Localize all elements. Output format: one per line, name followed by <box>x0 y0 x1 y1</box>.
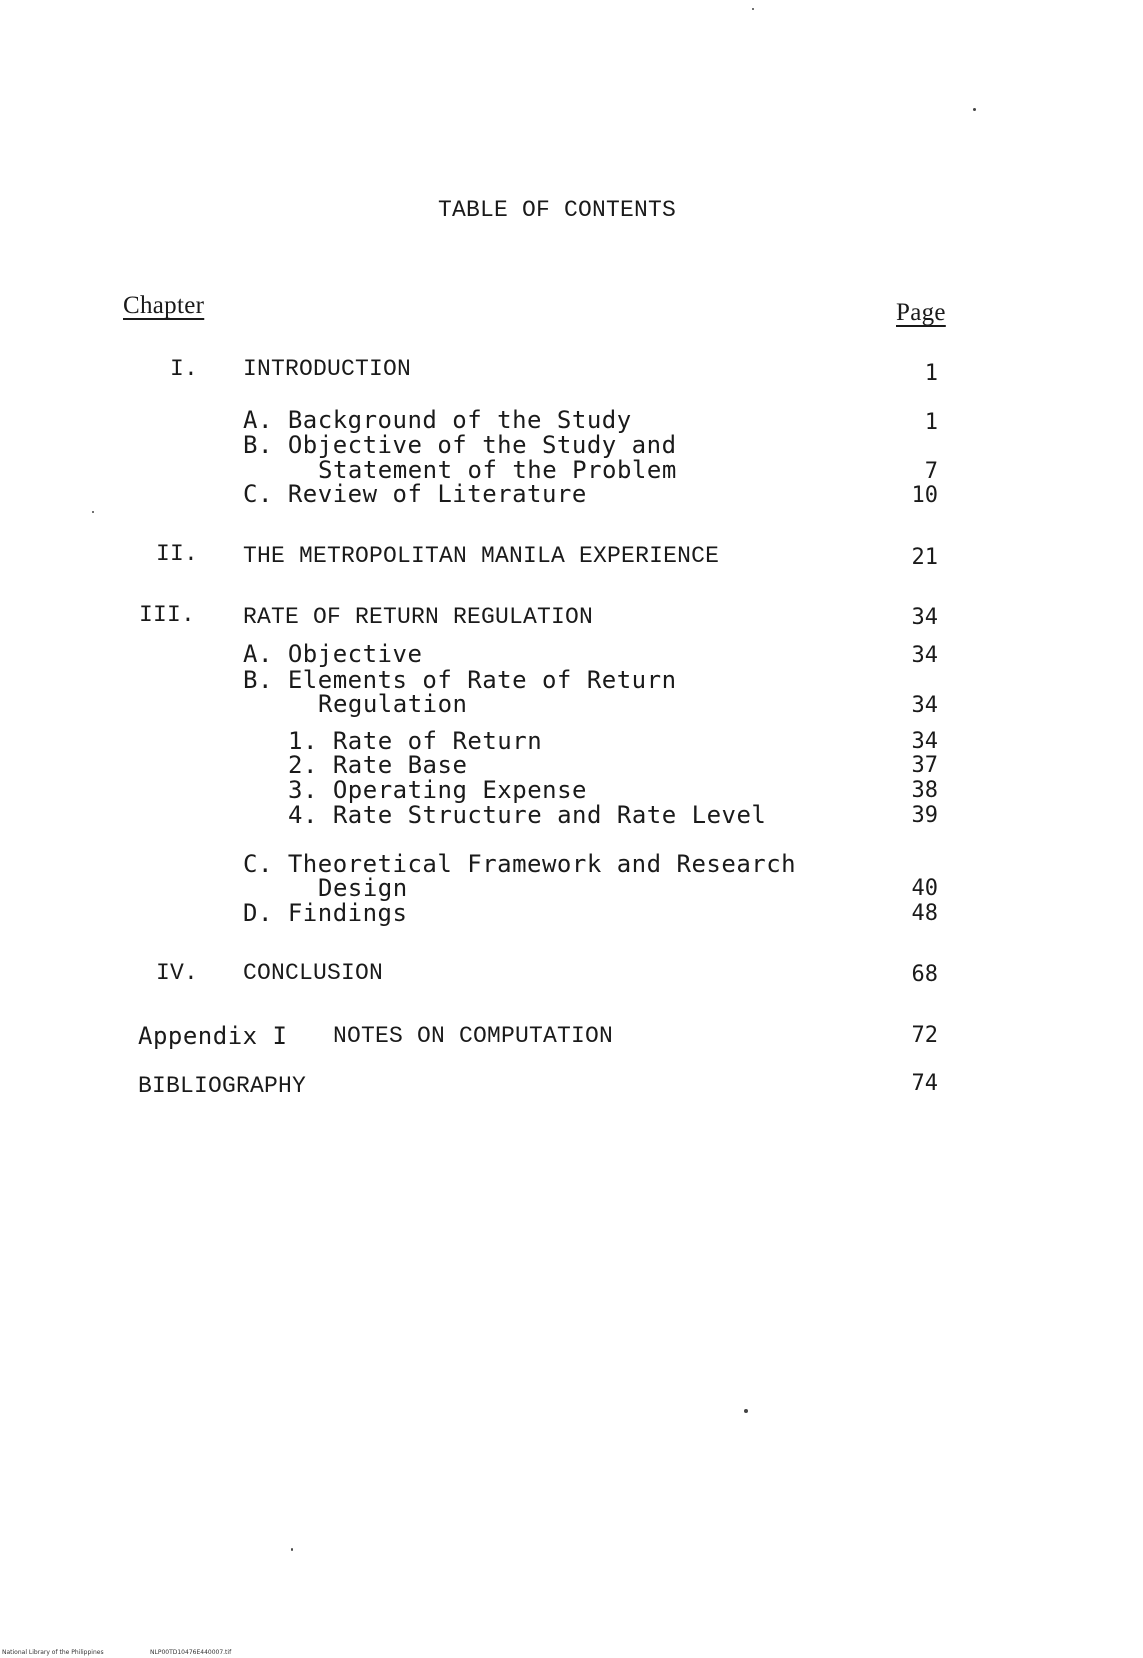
bibliography-label: BIBLIOGRAPHY <box>138 1073 307 1099</box>
section-page: 7 <box>924 459 938 484</box>
appendix-label: Appendix I <box>138 1022 288 1050</box>
page-column-header: Page <box>896 299 946 326</box>
scan-speck <box>752 8 754 10</box>
appendix-page: 72 <box>911 1023 938 1048</box>
scan-speck <box>744 1409 748 1413</box>
section-entry: C. Theoretical Framework and Research <box>243 850 797 878</box>
section-entry: A. Background of the Study <box>243 406 632 434</box>
section-entry: D. Findings <box>243 899 408 927</box>
section-page: 34 <box>911 643 938 668</box>
section-entry: C. Review of Literature <box>243 480 587 508</box>
section-entry-continued: Statement of the Problem <box>318 456 677 484</box>
chapter-title: RATE OF RETURN REGULATION <box>243 604 594 630</box>
chapter-column-header: Chapter <box>123 292 205 319</box>
section-entry: B. Elements of Rate of Return <box>243 666 677 694</box>
chapter-page: 21 <box>911 545 938 570</box>
chapter-numeral: III. <box>139 602 196 628</box>
footer-file-label: NLP00TD10476E440007.tif <box>150 1649 232 1656</box>
section-page: 48 <box>911 901 938 926</box>
chapter-title: CONCLUSION <box>243 960 384 986</box>
section-page: 1 <box>924 410 938 435</box>
chapter-numeral: II. <box>156 541 199 567</box>
page-title: TABLE OF CONTENTS <box>438 197 677 223</box>
chapter-title: INTRODUCTION <box>243 356 412 382</box>
subsection-entry: 4. Rate Structure and Rate Level <box>288 801 767 829</box>
subsection-page: 34 <box>911 729 938 754</box>
section-page: 10 <box>911 483 938 508</box>
subsection-entry: 3. Operating Expense <box>288 776 587 804</box>
chapter-page: 34 <box>911 605 938 630</box>
section-entry: B. Objective of the Study and <box>243 431 677 459</box>
section-page: 40 <box>911 876 938 901</box>
section-entry: A. Objective <box>243 640 423 668</box>
subsection-page: 38 <box>911 778 938 803</box>
subsection-entry: 1. Rate of Return <box>288 727 543 755</box>
scan-speck <box>92 511 94 513</box>
appendix-title: NOTES ON COMPUTATION <box>333 1023 614 1049</box>
section-page: 34 <box>911 693 938 718</box>
subsection-page: 37 <box>911 753 938 778</box>
chapter-page: 68 <box>911 962 938 987</box>
subsection-entry: 2. Rate Base <box>288 751 468 779</box>
chapter-numeral: IV. <box>156 960 199 986</box>
scan-speck <box>291 1548 293 1551</box>
chapter-page: 1 <box>924 361 938 386</box>
section-entry-continued: Regulation <box>318 690 468 718</box>
section-entry-continued: Design <box>318 874 408 902</box>
scan-speck <box>973 108 976 111</box>
chapter-title: THE METROPOLITAN MANILA EXPERIENCE <box>243 543 720 569</box>
bibliography-page: 74 <box>911 1071 938 1096</box>
chapter-numeral: I. <box>170 356 199 382</box>
subsection-page: 39 <box>911 803 938 828</box>
footer-library-label: National Library of the Philippines <box>2 1649 104 1656</box>
